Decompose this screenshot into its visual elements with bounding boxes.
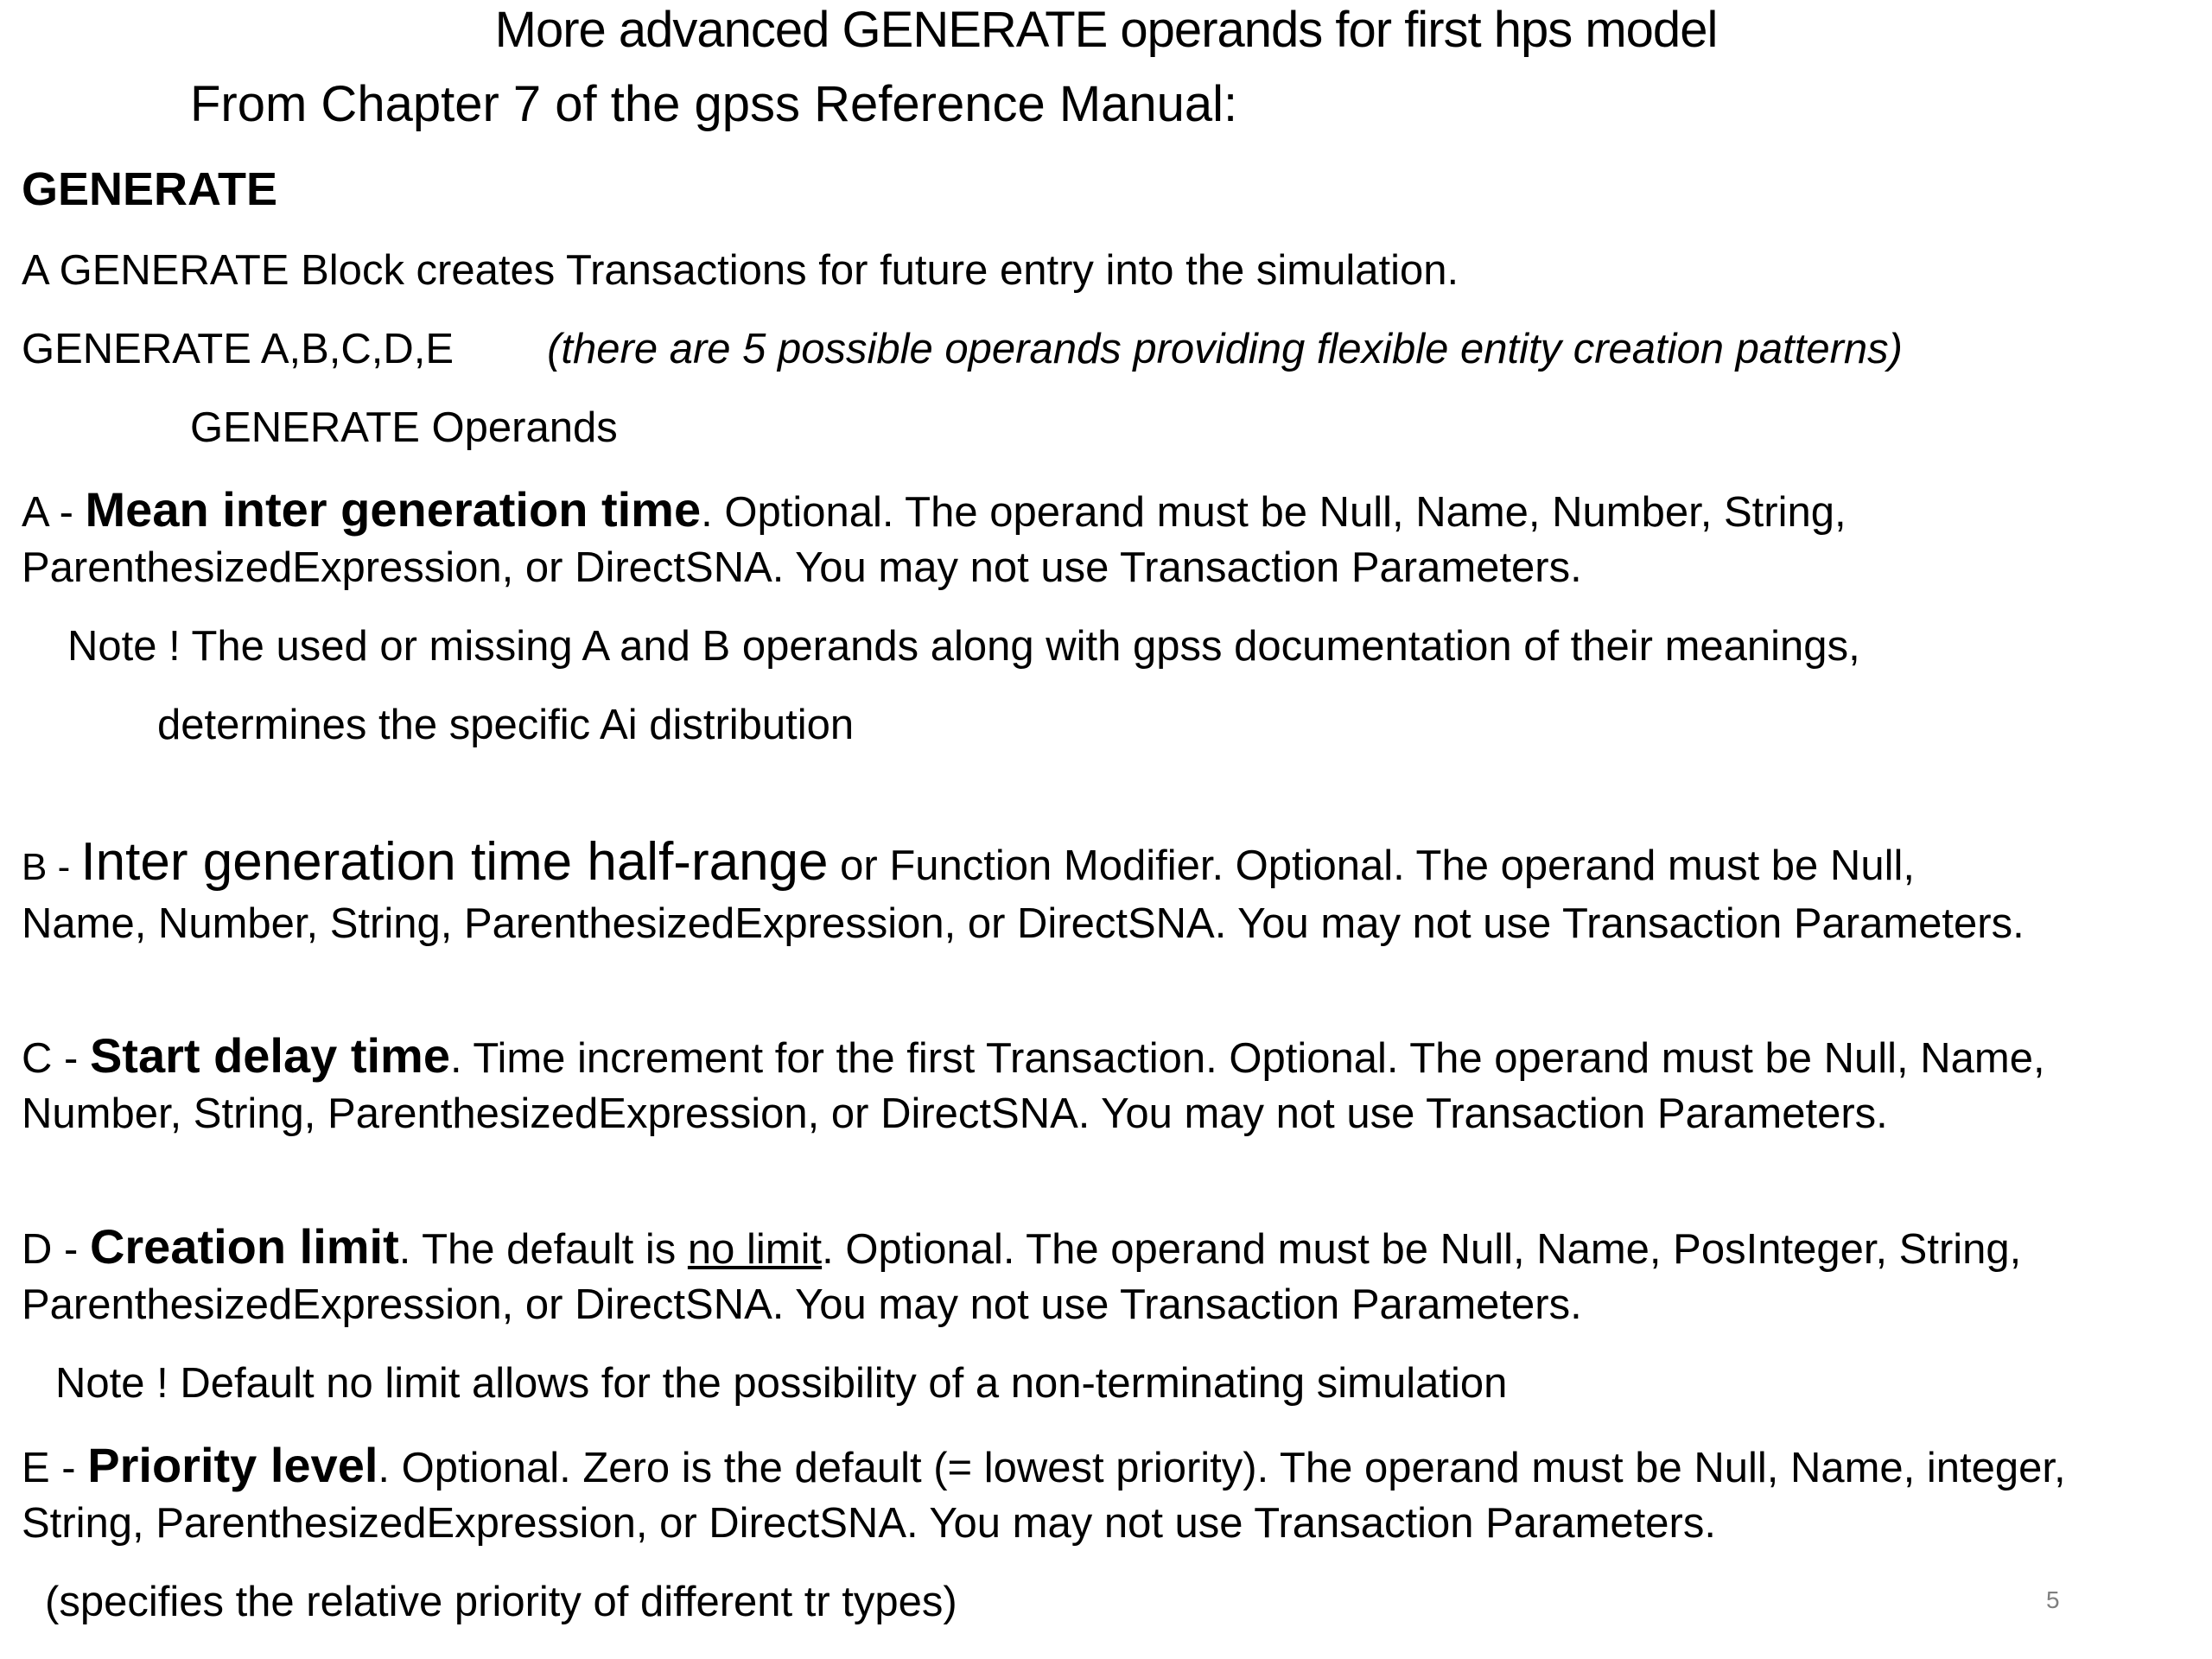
operand-c-term: Start delay time xyxy=(89,1028,450,1083)
operand-d-prefix: D - xyxy=(22,1226,90,1273)
operand-e-prefix: E - xyxy=(22,1445,88,1491)
operand-d-underlined: no limit xyxy=(687,1226,823,1273)
slide-title: More advanced GENERATE operands for first hps model xyxy=(494,2,1718,58)
operand-c-line1 xyxy=(22,1028,2045,1084)
operand-e-desc: . Optional. Zero is the default (= lowest priority). The operand must be Null, Name, integer, xyxy=(378,1445,2066,1491)
operand-e-line1 xyxy=(22,1438,2066,1493)
operand-a-term: Mean inter generation time xyxy=(85,482,702,537)
note-e: (specifies the relative priority of different tr types) xyxy=(45,1579,957,1625)
note-a-line1: Note ! The used or missing A and B operands along with gpss documentation of their meanings, xyxy=(67,623,1860,670)
operand-e-line2: String, ParenthesizedExpression, or DirectSNA. You may not use Transaction Parameters. xyxy=(22,1500,1716,1547)
operand-a-prefix: A - xyxy=(22,489,86,536)
note-d: Note ! Default no limit allows for the possibility of a non-terminating simulation xyxy=(55,1360,1508,1407)
operand-a-line2: ParenthesizedExpression, or DirectSNA. You may not use Transaction Parameters. xyxy=(22,544,1582,591)
operand-b-line1 xyxy=(22,831,1915,893)
operand-a-line1 xyxy=(22,482,1847,537)
operand-b-term: Inter generation time half-range xyxy=(80,832,829,892)
operand-d-term: Creation limit xyxy=(89,1219,399,1274)
operands-heading: GENERATE Operands xyxy=(190,404,618,451)
page-number: 5 xyxy=(2046,1586,2060,1613)
operand-d-desc: . Optional. The operand must be Null, Name, PosInteger, String, xyxy=(822,1226,2022,1273)
operand-b-line2: Name, Number, String, ParenthesizedExpression, or DirectSNA. You may not use Transaction Parameters. xyxy=(22,900,2024,947)
slide-subtitle: From Chapter 7 of the gpss Reference Manual: xyxy=(190,76,1238,132)
operand-b-prefix: B - xyxy=(22,846,81,888)
operand-d-line2: ParenthesizedExpression, or DirectSNA. You may not use Transaction Parameters. xyxy=(22,1281,1582,1328)
operand-c-prefix: C - xyxy=(22,1035,90,1082)
operand-b-desc: or Function Modifier. Optional. The operand must be Null, xyxy=(828,842,1915,889)
intro-text: A GENERATE Block creates Transactions for future entry into the simulation. xyxy=(22,247,1459,294)
note-a-line2: determines the specific Ai distribution xyxy=(157,702,855,748)
operand-c-line2: Number, String, ParenthesizedExpression, or DirectSNA. You may not use Transaction Parameters. xyxy=(22,1090,1888,1137)
syntax-comment: (there are 5 possible operands providing flexible entity creation patterns) xyxy=(547,326,1903,372)
syntax-code: GENERATE A,B,C,D,E xyxy=(22,326,454,372)
operand-e-term: Priority level xyxy=(87,1438,378,1492)
syntax-line xyxy=(22,325,1903,373)
operand-c-desc: . Time increment for the first Transaction. Optional. The operand must be Null, Name, xyxy=(449,1035,2045,1082)
section-heading: GENERATE xyxy=(22,163,278,215)
operand-d-line1 xyxy=(22,1219,2021,1274)
operand-a-desc: . Optional. The operand must be Null, Name, Number, String, xyxy=(701,489,1847,536)
operand-d-mid: . The default is xyxy=(398,1226,688,1273)
